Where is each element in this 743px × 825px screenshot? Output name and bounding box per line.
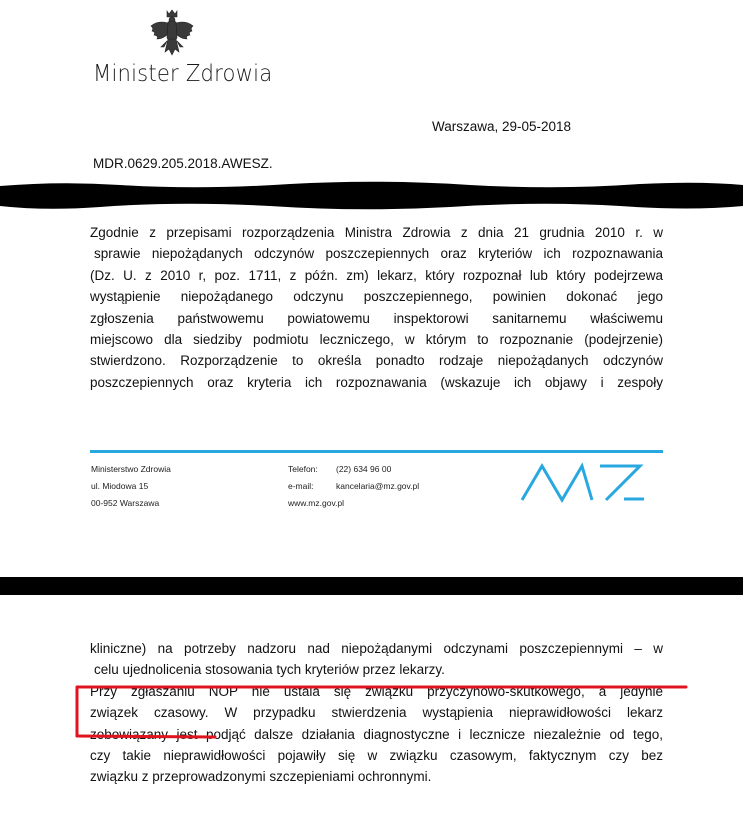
footer-ministry-name: Ministerstwo Zdrowia [91, 464, 171, 474]
footer-street: ul. Miodowa 15 [91, 481, 149, 491]
paragraph-line: czy takie nieprawidłowości pojawiły się w związku czasowym, faktycznym czy bez [90, 747, 663, 763]
ministry-title: Minister Zdrowia [93, 61, 273, 87]
paragraph-line: celu ujednolicenia stosowania tych kryteriów przez lekarzy. [94, 662, 445, 678]
paragraph-line: Zgodnie z przepisami rozporządzenia Ministra Zdrowia z dnia 21 grudnia 2010 r. w [90, 225, 663, 240]
highlighted-line: związek czasowy. W przypadku stwierdzenia wystąpienia nieprawidłowości lekarz [90, 705, 663, 721]
document-reference-number: MDR.0629.205.2018.AWESZ. [93, 156, 273, 171]
mz-logo-icon [520, 462, 645, 504]
redaction-bar [0, 176, 743, 216]
paragraph-line: zobowiązany jest podjąć dalsze działania diagnostyczne i lecznicze niezależnie od tego, [90, 726, 663, 742]
document-date: Warszawa, 29-05-2018 [432, 119, 572, 134]
footer-email-label: e-mail: [288, 481, 314, 491]
polish-eagle-icon [148, 8, 196, 64]
paragraph-line: stwierdzono. Rozporządzenie to określa ponadto rodzaje niepożądanych odczynów [90, 353, 663, 369]
footer-divider [90, 450, 663, 453]
paragraph-line: wystąpienie niepożądanego odczynu poszczepiennego, powinien dokonać jego [90, 289, 663, 305]
paragraph-line: zgłoszenia państwowemu powiatowemu inspektorowi sanitarnemu właściwemu [90, 310, 663, 326]
highlighted-line: Przy zgłaszaniu NOP nie ustala się związku przyczynowo-skutkowego, a jedynie [90, 683, 663, 699]
footer-contact [288, 461, 419, 512]
page-break-bar [0, 577, 743, 595]
paragraph-line: miejscowo dla siedziby podmiotu leczniczego, w którym to rozpoznanie (podejrzenie) [90, 331, 663, 347]
paragraph-line: sprawie niepożądanych odczynów poszczepiennych oraz kryteriów ich rozpoznawania [94, 246, 663, 262]
footer-phone-value: (22) 634 96 00 [336, 464, 392, 474]
paragraph-line: związku z przeprowadzonymi szczepieniami ochronnymi. [90, 769, 432, 785]
paragraph-line: kliniczne) na potrzeby nadzoru nad niepożądanymi odczynami poszczepiennymi – w [90, 641, 663, 656]
footer-phone-label: Telefon: [288, 464, 318, 474]
footer-city: 00-952 Warszawa [91, 498, 160, 508]
footer-address [91, 461, 171, 512]
paragraph-1 [90, 222, 663, 393]
red-highlight-annotation [75, 684, 688, 744]
footer-email-link[interactable]: kancelaria@mz.gov.pl [336, 481, 420, 491]
paragraph-line: (Dz. U. z 2010 r, poz. 1711, z późn. zm) lekarz, który rozpoznał lub który podejrzewa [90, 267, 663, 283]
footer-website-link[interactable]: www.mz.gov.pl [288, 498, 345, 508]
paragraph-line: poszczepiennych oraz kryteria ich rozpoznawania (wskazuje ich objawy i zespoły [90, 374, 663, 390]
